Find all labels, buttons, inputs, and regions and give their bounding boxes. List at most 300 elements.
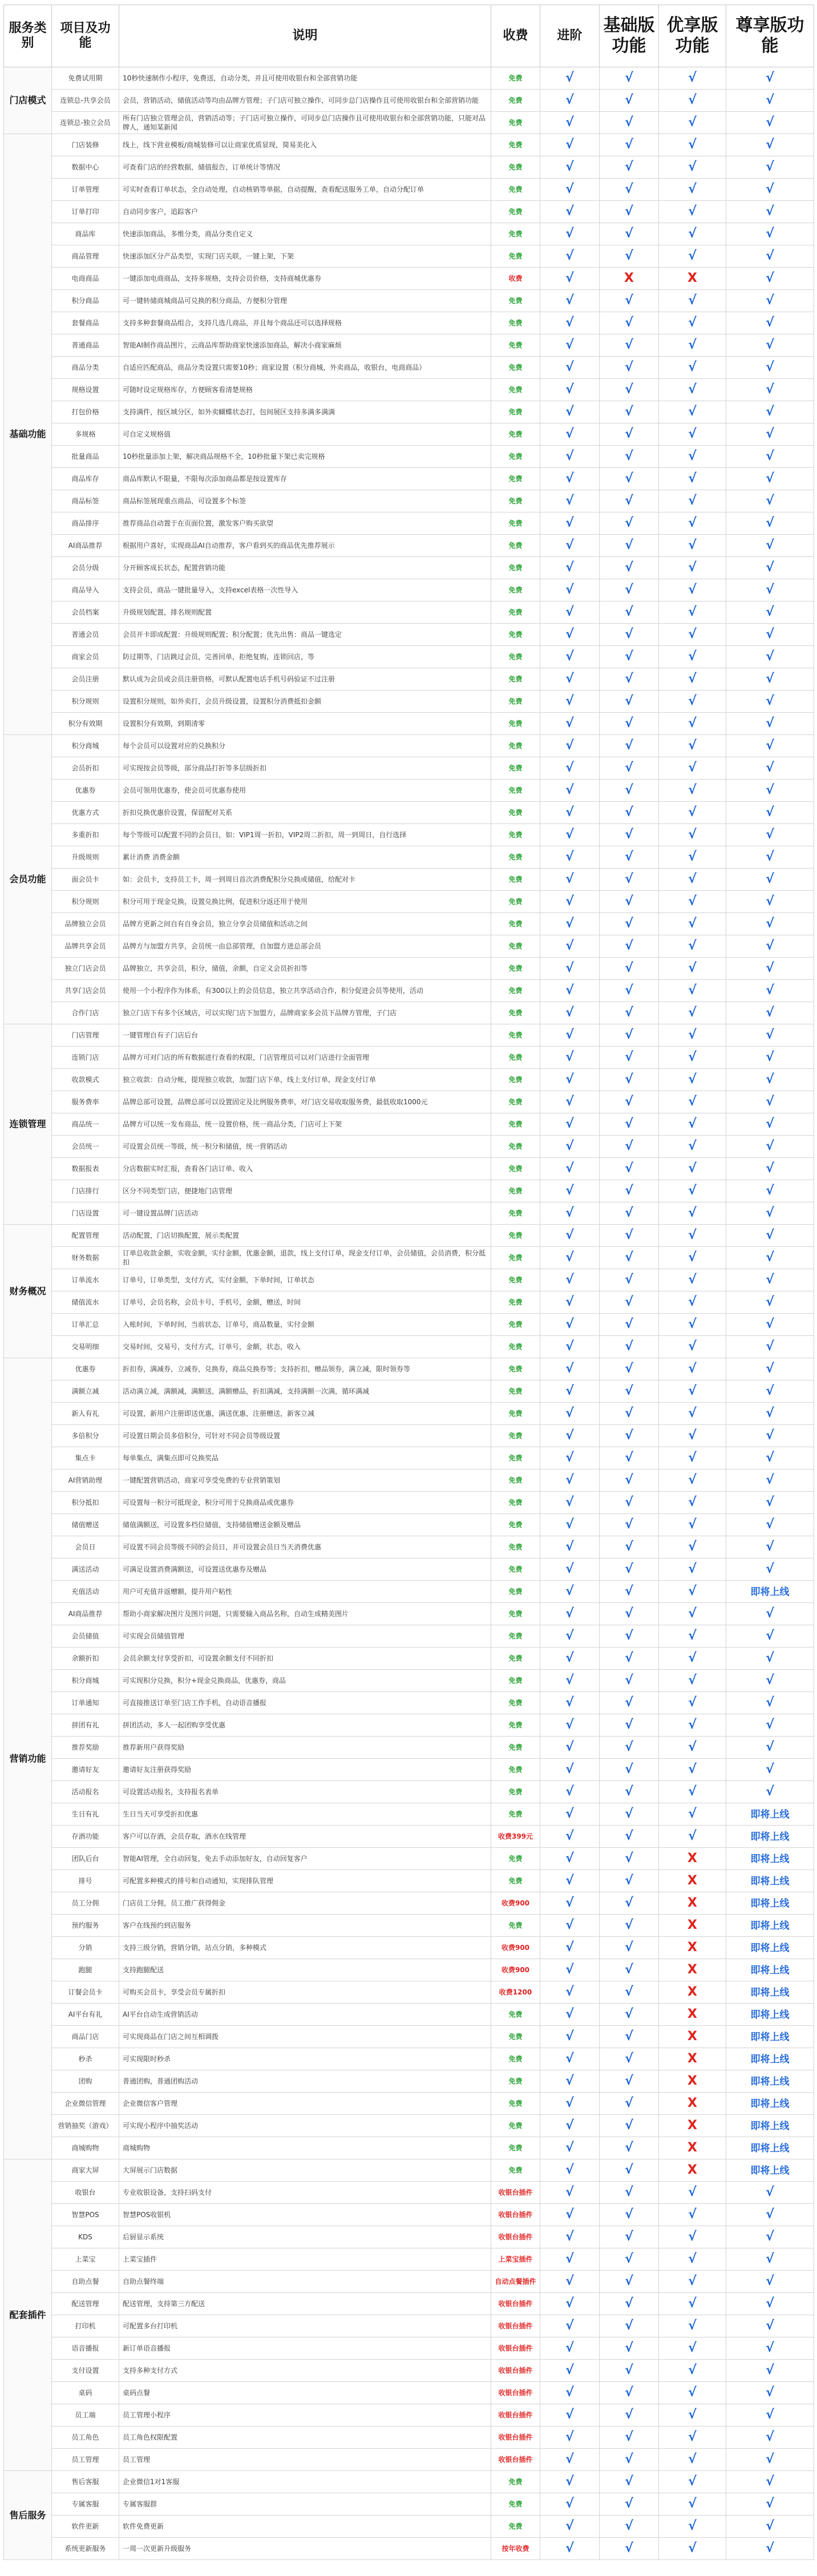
standard-availability-cell — [540, 668, 600, 691]
standard-availability-cell — [540, 2070, 600, 2093]
check-icon: √ — [766, 2230, 774, 2244]
basic-availability-cell — [600, 1225, 659, 1247]
check-icon: √ — [766, 2252, 774, 2266]
advanced-availability-cell — [659, 2159, 726, 2182]
premium-availability-cell — [726, 1113, 814, 1136]
check-icon: √ — [565, 71, 574, 85]
feature-name-cell: 积分抵扣 — [52, 1492, 119, 1514]
check-icon: √ — [565, 1295, 574, 1309]
check-icon: √ — [766, 471, 774, 486]
standard-availability-cell — [540, 1069, 600, 1091]
feature-description-cell: 商品标签展现重点商品，可设置多个标签 — [119, 490, 491, 512]
price-cell: 免费 — [491, 2516, 540, 2538]
check-icon: √ — [766, 71, 774, 85]
feature-name-cell: 售后客服 — [52, 2471, 119, 2493]
coming-soon-label: 即将上线 — [750, 1853, 790, 1865]
price-cell: 收费1200 — [491, 1981, 540, 2004]
check-icon: √ — [766, 249, 774, 263]
standard-availability-cell — [540, 1714, 600, 1737]
feature-description-cell: 智慧POS收银机 — [119, 2204, 491, 2226]
table-row — [4, 535, 814, 557]
premium-availability-cell — [726, 1870, 814, 1892]
basic-availability-cell — [600, 2382, 659, 2404]
premium-availability-cell — [726, 334, 814, 357]
advanced-availability-cell — [659, 1002, 726, 1024]
basic-availability-cell — [600, 1180, 659, 1202]
check-icon: √ — [565, 1807, 574, 1821]
feature-name-cell: 储值流水 — [52, 1291, 119, 1314]
table-row — [4, 1091, 814, 1113]
basic-availability-cell — [600, 2538, 659, 2560]
table-row — [4, 446, 814, 468]
check-icon: √ — [688, 1651, 697, 1665]
advanced-availability-cell — [659, 780, 726, 802]
standard-availability-cell — [540, 780, 600, 802]
check-icon: √ — [625, 93, 633, 107]
check-icon: √ — [688, 1473, 697, 1487]
check-icon: √ — [625, 1606, 633, 1621]
advanced-availability-cell — [659, 1403, 726, 1425]
basic-availability-cell — [600, 1915, 659, 1937]
price-cell: 免费 — [491, 1714, 540, 1737]
basic-availability-cell — [600, 1781, 659, 1803]
standard-availability-cell — [540, 112, 600, 134]
check-icon: √ — [766, 1406, 774, 1420]
check-icon: √ — [565, 1540, 574, 1554]
feature-description-cell: 员工管理小程序 — [119, 2404, 491, 2426]
price-cell: 免费 — [491, 1202, 540, 1225]
premium-availability-cell — [726, 913, 814, 935]
check-icon: √ — [625, 1028, 633, 1042]
feature-description-cell: 自助点餐终端 — [119, 2271, 491, 2293]
check-icon: √ — [688, 1807, 697, 1821]
table-row — [4, 557, 814, 579]
feature-description-cell: 可实现限时秒杀 — [119, 2048, 491, 2070]
price-cell: 收银台插件 — [491, 2204, 540, 2226]
basic-availability-cell — [600, 134, 659, 156]
basic-availability-cell — [600, 2248, 659, 2271]
check-icon: √ — [766, 1184, 774, 1198]
price-cell: 免费 — [491, 1047, 540, 1069]
check-icon: √ — [766, 2319, 774, 2333]
header-premium-version: 尊享版功能 — [726, 5, 814, 67]
advanced-availability-cell — [659, 90, 726, 112]
price-cell: 收银台插件 — [491, 2382, 540, 2404]
feature-description-cell: 快速添加区分产品类型，实现门店关联，一键上架，下架 — [119, 245, 491, 268]
standard-availability-cell — [540, 2248, 600, 2271]
feature-name-cell: 语音播报 — [52, 2337, 119, 2360]
advanced-availability-cell — [659, 2538, 726, 2560]
standard-availability-cell — [540, 2382, 600, 2404]
check-icon: √ — [565, 2497, 574, 2511]
check-icon: √ — [565, 1918, 574, 1932]
premium-availability-cell — [726, 2538, 814, 2560]
basic-availability-cell — [600, 1670, 659, 1692]
premium-availability-cell — [726, 2471, 814, 2493]
check-icon: √ — [766, 1139, 774, 1153]
basic-availability-cell — [600, 1603, 659, 1625]
table-row — [4, 1670, 814, 1692]
price-cell: 免费 — [491, 90, 540, 112]
feature-description-cell: 配送管理，支持第三方配送 — [119, 2293, 491, 2315]
feature-description-cell: 会员，营销活动，储值活动等均由品牌方管理；子门店可独立操作，可同步总门店操作且可使用收银台和全部营销功能 — [119, 90, 491, 112]
table-row — [4, 579, 814, 601]
check-icon: √ — [688, 2363, 697, 2377]
price-cell: 免费 — [491, 334, 540, 357]
check-icon: √ — [565, 2296, 574, 2311]
basic-availability-cell — [600, 2182, 659, 2204]
price-cell: 免费 — [491, 67, 540, 90]
basic-availability-cell — [600, 223, 659, 245]
standard-availability-cell — [540, 824, 600, 846]
standard-availability-cell — [540, 691, 600, 713]
feature-name-cell: 收款模式 — [52, 1069, 119, 1091]
check-icon: √ — [565, 138, 574, 152]
feature-name-cell: 商城购物 — [52, 2137, 119, 2159]
basic-availability-cell — [600, 624, 659, 646]
check-icon: √ — [625, 1963, 633, 1977]
price-cell: 免费 — [491, 357, 540, 379]
premium-availability-cell — [726, 1002, 814, 1024]
table-row — [4, 512, 814, 535]
feature-description-cell: 每个等级可以配置不同的会员日，如：VIP1周一折扣，VIP2周二折扣，周一到周日，自行选择 — [119, 824, 491, 846]
check-icon: √ — [688, 1762, 697, 1776]
check-icon: √ — [688, 1006, 697, 1020]
check-icon: √ — [766, 716, 774, 730]
check-icon: √ — [565, 1762, 574, 1776]
table-row — [4, 1113, 814, 1136]
check-icon: √ — [766, 2363, 774, 2377]
advanced-availability-cell — [659, 268, 726, 290]
check-icon: √ — [565, 2519, 574, 2533]
table-row — [4, 2248, 814, 2271]
advanced-availability-cell — [659, 1269, 726, 1291]
basic-availability-cell — [600, 446, 659, 468]
check-icon: √ — [625, 2430, 633, 2444]
table-row — [4, 2426, 814, 2449]
check-icon: √ — [688, 783, 697, 797]
header-basic-version: 基础版功能 — [600, 5, 659, 67]
price-cell: 免费 — [491, 846, 540, 869]
check-icon: √ — [625, 71, 633, 85]
check-icon: √ — [766, 1362, 774, 1376]
standard-availability-cell — [540, 490, 600, 512]
standard-availability-cell — [540, 1558, 600, 1581]
feature-name-cell: 商品管理 — [52, 245, 119, 268]
standard-availability-cell — [540, 846, 600, 869]
standard-availability-cell — [540, 1492, 600, 1514]
advanced-availability-cell — [659, 1336, 726, 1358]
standard-availability-cell — [540, 1136, 600, 1158]
premium-availability-cell — [726, 1314, 814, 1336]
feature-name-cell: 专属客服 — [52, 2493, 119, 2516]
check-icon: √ — [688, 1629, 697, 1643]
table-row — [4, 1492, 814, 1514]
table-row — [4, 134, 814, 156]
premium-availability-cell — [726, 2404, 814, 2426]
basic-availability-cell — [600, 1937, 659, 1959]
advanced-availability-cell — [659, 2115, 726, 2137]
basic-availability-cell — [600, 757, 659, 780]
advanced-availability-cell — [659, 2248, 726, 2271]
feature-description-cell: 支持满件，按区域分区，如外卖蝴蝶状态打，包间展区支持多满多满满 — [119, 401, 491, 423]
basic-availability-cell — [600, 2360, 659, 2382]
table-row — [4, 2159, 814, 2182]
premium-availability-cell — [726, 2204, 814, 2226]
check-icon: √ — [766, 1473, 774, 1487]
check-icon: √ — [625, 2052, 633, 2066]
feature-description-cell: 品牌总部可设置，品牌总部可以设置固定及比例服务费率，对门店交易收取服务费，最低收取1000元 — [119, 1091, 491, 1113]
check-icon: √ — [688, 227, 697, 241]
price-cell: 免费 — [491, 1269, 540, 1291]
check-icon: √ — [565, 1317, 574, 1331]
standard-availability-cell — [540, 268, 600, 290]
check-icon: √ — [625, 2096, 633, 2110]
check-icon: √ — [565, 827, 574, 842]
basic-availability-cell — [600, 2093, 659, 2115]
price-cell: 免费 — [491, 1870, 540, 1892]
standard-availability-cell — [540, 2315, 600, 2337]
feature-name-cell: 订单通知 — [52, 1692, 119, 1714]
feature-description-cell: 智能AI管理，全自动回复，免去手动添加好友，自动回复客户 — [119, 1848, 491, 1870]
feature-description-cell: 可设置活动报名，支持报名表单 — [119, 1781, 491, 1803]
advanced-availability-cell — [659, 223, 726, 245]
check-icon: √ — [625, 1006, 633, 1020]
check-icon: √ — [688, 2207, 697, 2222]
feature-name-cell: 打包价格 — [52, 401, 119, 423]
basic-availability-cell — [600, 1625, 659, 1648]
check-icon: √ — [766, 115, 774, 130]
basic-availability-cell — [600, 1959, 659, 1981]
feature-name-cell: 活动报名 — [52, 1781, 119, 1803]
header-description: 说明 — [119, 5, 491, 67]
feature-description-cell: 帮助小商家解决图片及图片问题，只需要输入商品名称，自动生成精美图片 — [119, 1603, 491, 1625]
check-icon: √ — [688, 2341, 697, 2355]
check-icon: √ — [766, 1606, 774, 1621]
check-icon: √ — [688, 538, 697, 552]
premium-availability-cell — [726, 401, 814, 423]
premium-availability-cell — [726, 1136, 814, 1158]
table-row — [4, 802, 814, 824]
premium-availability-cell — [726, 668, 814, 691]
check-icon: √ — [688, 2385, 697, 2400]
table-row — [4, 2360, 814, 2382]
price-cell: 免费 — [491, 1737, 540, 1759]
feature-name-cell: 数据中心 — [52, 156, 119, 179]
check-icon: √ — [625, 694, 633, 708]
basic-availability-cell — [600, 312, 659, 334]
standard-availability-cell — [540, 1981, 600, 2004]
feature-name-cell: 独立门店会员 — [52, 958, 119, 980]
check-icon: √ — [625, 1740, 633, 1754]
cross-icon: X — [687, 2007, 697, 2021]
feature-name-cell: 积分规则 — [52, 891, 119, 913]
table-row — [4, 2048, 814, 2070]
premium-availability-cell — [726, 535, 814, 557]
feature-description-cell: 支持多种支付方式 — [119, 2360, 491, 2382]
check-icon: √ — [625, 405, 633, 419]
standard-availability-cell — [540, 2516, 600, 2538]
feature-name-cell: 连锁总-独立会员 — [52, 112, 119, 134]
price-cell: 免费 — [491, 1336, 540, 1358]
premium-availability-cell — [726, 1358, 814, 1380]
feature-name-cell: 品牌共享会员 — [52, 935, 119, 958]
basic-availability-cell — [600, 579, 659, 601]
table-row — [4, 624, 814, 646]
feature-description-cell: 可配置多台打印机 — [119, 2315, 491, 2337]
feature-description-cell: 推荐商品自动置于在页面位置，激发客户购买欲望 — [119, 512, 491, 535]
feature-name-cell: 会员统一 — [52, 1136, 119, 1158]
check-icon: √ — [625, 2319, 633, 2333]
advanced-availability-cell — [659, 2137, 726, 2159]
feature-name-cell: 门店装修 — [52, 134, 119, 156]
check-icon: √ — [565, 1250, 574, 1265]
premium-availability-cell — [726, 1959, 814, 1981]
check-icon: √ — [688, 605, 697, 619]
feature-description-cell: 上菜宝插件 — [119, 2248, 491, 2271]
price-cell: 免费 — [491, 379, 540, 401]
premium-availability-cell — [726, 802, 814, 824]
table-row — [4, 2182, 814, 2204]
feature-name-cell: 推荐奖励 — [52, 1737, 119, 1759]
price-cell: 免费 — [491, 1180, 540, 1202]
check-icon: √ — [688, 1273, 697, 1287]
advanced-availability-cell — [659, 1380, 726, 1403]
basic-availability-cell — [600, 601, 659, 624]
premium-availability-cell — [726, 1759, 814, 1781]
advanced-availability-cell — [659, 1314, 726, 1336]
table-row — [4, 1180, 814, 1202]
feature-description-cell: 10秒批量添加上架，解决商品规格不全，10秒批量下架已卖完规格 — [119, 446, 491, 468]
check-icon: √ — [625, 560, 633, 575]
table-row — [4, 2026, 814, 2048]
basic-availability-cell — [600, 67, 659, 90]
basic-availability-cell — [600, 869, 659, 891]
price-cell: 免费 — [491, 1225, 540, 1247]
price-cell: 免费 — [491, 2093, 540, 2115]
check-icon: √ — [565, 2341, 574, 2355]
check-icon: √ — [625, 1473, 633, 1487]
category-cell: 财务概况 — [4, 1225, 52, 1358]
check-icon: √ — [565, 1606, 574, 1621]
check-icon: √ — [688, 1317, 697, 1331]
basic-availability-cell — [600, 1358, 659, 1380]
check-icon: √ — [625, 338, 633, 352]
check-icon: √ — [688, 805, 697, 819]
advanced-availability-cell — [659, 2004, 726, 2026]
check-icon: √ — [625, 1718, 633, 1732]
price-cell: 收银台插件 — [491, 2293, 540, 2315]
feature-name-cell: 分销 — [52, 1937, 119, 1959]
price-cell: 免费 — [491, 201, 540, 223]
feature-description-cell: 后厨显示系统 — [119, 2226, 491, 2248]
price-cell: 收银台插件 — [491, 2404, 540, 2426]
check-icon: √ — [766, 1095, 774, 1109]
advanced-availability-cell — [659, 446, 726, 468]
table-row — [4, 1714, 814, 1737]
check-icon: √ — [565, 360, 574, 374]
standard-availability-cell — [540, 757, 600, 780]
advanced-availability-cell — [659, 2093, 726, 2115]
advanced-availability-cell — [659, 980, 726, 1002]
price-cell: 免费 — [491, 179, 540, 201]
basic-availability-cell — [600, 1024, 659, 1047]
standard-availability-cell — [540, 357, 600, 379]
check-icon: √ — [565, 316, 574, 330]
check-icon: √ — [565, 1095, 574, 1109]
premium-availability-cell — [726, 1892, 814, 1915]
price-cell: 免费 — [491, 735, 540, 757]
price-cell: 免费 — [491, 557, 540, 579]
feature-name-cell: AI商品推荐 — [52, 535, 119, 557]
table-row — [4, 935, 814, 958]
price-cell: 免费 — [491, 579, 540, 601]
check-icon: √ — [766, 1651, 774, 1665]
check-icon: √ — [625, 1695, 633, 1710]
check-icon: √ — [625, 427, 633, 441]
check-icon: √ — [625, 1295, 633, 1309]
check-icon: √ — [625, 2363, 633, 2377]
table-row — [4, 2493, 814, 2516]
feature-description-cell: 企业微信1对1客服 — [119, 2471, 491, 2493]
table-row — [4, 713, 814, 735]
feature-name-cell: 多重折扣 — [52, 824, 119, 846]
check-icon: √ — [625, 2074, 633, 2088]
price-cell: 免费 — [491, 1625, 540, 1648]
standard-availability-cell — [540, 1158, 600, 1180]
check-icon: √ — [766, 2474, 774, 2489]
check-icon: √ — [625, 1384, 633, 1398]
standard-availability-cell — [540, 2426, 600, 2449]
advanced-availability-cell — [659, 2449, 726, 2471]
premium-availability-cell — [726, 2159, 814, 2182]
table-row — [4, 112, 814, 134]
check-icon: √ — [625, 1784, 633, 1799]
standard-availability-cell — [540, 90, 600, 112]
basic-availability-cell — [600, 846, 659, 869]
premium-availability-cell — [726, 1848, 814, 1870]
advanced-availability-cell — [659, 1202, 726, 1225]
table-row — [4, 1692, 814, 1714]
check-icon: √ — [625, 1540, 633, 1554]
advanced-availability-cell — [659, 201, 726, 223]
check-icon: √ — [565, 1695, 574, 1710]
check-icon: √ — [625, 850, 633, 864]
feature-description-cell: 可购买会员卡，享受会员专属折扣 — [119, 1981, 491, 2004]
feature-name-cell: 套餐商品 — [52, 312, 119, 334]
check-icon: √ — [766, 516, 774, 530]
coming-soon-label: 即将上线 — [750, 2031, 790, 2043]
coming-soon-label: 即将上线 — [750, 1986, 790, 1998]
feature-description-cell: 折扣兑换优惠价设置，保留配对关系 — [119, 802, 491, 824]
check-icon: √ — [625, 1406, 633, 1420]
check-icon: √ — [688, 1451, 697, 1465]
check-icon: √ — [565, 761, 574, 775]
check-icon: √ — [688, 1072, 697, 1087]
feature-description-cell: 可设置会员统一等级，统一积分和储值，统一营销活动 — [119, 1136, 491, 1158]
check-icon: √ — [688, 1740, 697, 1754]
check-icon: √ — [625, 939, 633, 953]
basic-availability-cell — [600, 2026, 659, 2048]
premium-availability-cell — [726, 2360, 814, 2382]
check-icon: √ — [625, 2408, 633, 2422]
table-row — [4, 1403, 814, 1425]
feature-name-cell: 预约服务 — [52, 1915, 119, 1937]
premium-availability-cell — [726, 1180, 814, 1202]
feature-description-cell: AI平台自动生成营销活动 — [119, 2004, 491, 2026]
table-row — [4, 2226, 814, 2248]
check-icon: √ — [766, 916, 774, 931]
